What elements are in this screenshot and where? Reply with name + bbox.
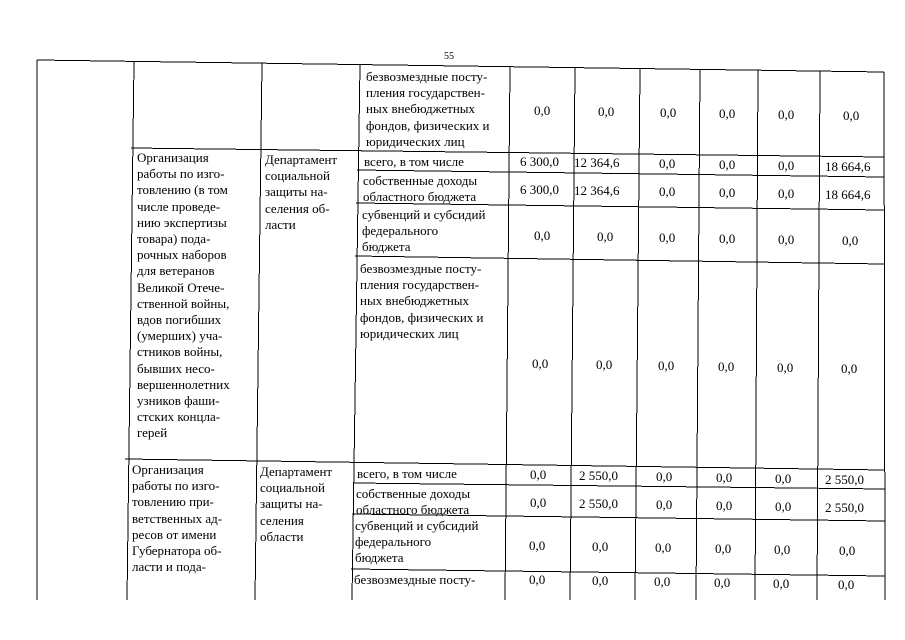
page-number: 55 — [444, 51, 454, 62]
value-cell: 0,0 — [719, 106, 736, 121]
executor: Департамент социальной защиты на- селения об- ласти — [265, 152, 338, 232]
value-cell: 0,0 — [719, 157, 736, 172]
value-cell: 18 664,6 — [825, 159, 871, 174]
value-cell: 0,0 — [839, 543, 856, 558]
source-cell: всего, в том числе — [357, 466, 457, 481]
value-cell: 0,0 — [656, 497, 673, 512]
value-cell: 0,0 — [774, 542, 791, 557]
value-cell: 0,0 — [598, 104, 615, 119]
value-cell: 0,0 — [841, 361, 858, 376]
value-cell: 0,0 — [660, 105, 677, 120]
value-cell: 0,0 — [530, 495, 547, 510]
value-cell: 0,0 — [659, 184, 676, 199]
value-cell: 0,0 — [778, 107, 795, 122]
value-cell: 6 300,0 — [520, 154, 559, 169]
value-cell: 0,0 — [842, 233, 859, 248]
source-cell: субвенций и субсидий федерального бюджета — [362, 207, 486, 255]
value-cell: 6 300,0 — [520, 182, 559, 197]
value-cell: 0,0 — [658, 358, 675, 373]
measure-name: Организация работы по изго- товлению при- ветственных ад- ресов от имени Губернатора об- ласти и пода- — [132, 462, 223, 575]
value-cell: 2 550,0 — [825, 500, 864, 515]
source-cell: безвозмездные посту- — [354, 572, 476, 587]
value-cell: 0,0 — [719, 231, 736, 246]
value-cell: 0,0 — [659, 156, 676, 171]
value-cell: 0,0 — [775, 471, 792, 486]
value-cell: 0,0 — [596, 357, 613, 372]
value-cell: 2 550,0 — [825, 472, 864, 487]
value-cell: 0,0 — [777, 360, 794, 375]
value-cell: 0,0 — [534, 228, 551, 243]
value-cell: 0,0 — [778, 232, 795, 247]
value-cell: 0,0 — [778, 158, 795, 173]
value-cell: 0,0 — [592, 539, 609, 554]
value-cell: 0,0 — [659, 230, 676, 245]
executor: Департамент социальной защиты на- селения области — [260, 464, 333, 544]
value-cell: 0,0 — [654, 574, 671, 589]
source-cell: собственные доходы областного бюджета — [363, 173, 478, 205]
source-cell: безвозмездные посту- пления государствен- ных внебюджетных фондов, физических и юридических лиц — [360, 261, 484, 341]
value-cell: 0,0 — [775, 499, 792, 514]
value-cell: 0,0 — [843, 108, 860, 123]
value-cell: 0,0 — [530, 467, 547, 482]
value-cell: 18 664,6 — [825, 187, 871, 202]
measure-name: Организация работы по изго- товлению (в том числе проведе- нию экспертизы товара) пода- рочных наборов для ветеранов Великой Отече- ственной войны, вдов погибших (умерших) уча- стников войны, бывших несо- вершеннолетних узников фаши- стских концла- герей — [137, 150, 230, 441]
value-cell: 0,0 — [718, 359, 735, 374]
value-cell: 2 550,0 — [579, 468, 618, 483]
value-cell: 0,0 — [778, 186, 795, 201]
value-cell: 12 364,6 — [574, 183, 620, 198]
value-cell: 0,0 — [655, 540, 672, 555]
source-cell: собственные доходы областного бюджета — [356, 486, 471, 518]
source-cell: всего, в том числе — [364, 154, 464, 169]
value-cell: 0,0 — [838, 577, 855, 592]
source-cell: безвозмездные посту- пления государствен- ных внебюджетных фондов, физических и юридических лиц — [366, 69, 490, 149]
value-cell: 0,0 — [592, 573, 609, 588]
value-cell: 0,0 — [715, 541, 732, 556]
value-cell: 2 550,0 — [579, 496, 618, 511]
source-cell: субвенций и субсидий федерального бюджета — [355, 518, 479, 566]
value-cell: 0,0 — [534, 103, 551, 118]
value-cell: 0,0 — [529, 572, 546, 587]
value-cell: 0,0 — [719, 185, 736, 200]
value-cell: 0,0 — [656, 469, 673, 484]
value-cell: 0,0 — [597, 229, 614, 244]
value-cell: 0,0 — [532, 356, 549, 371]
value-cell: 0,0 — [529, 538, 546, 553]
value-cell: 0,0 — [714, 575, 731, 590]
value-cell: 0,0 — [773, 576, 790, 591]
value-cell: 0,0 — [716, 498, 733, 513]
value-cell: 0,0 — [716, 470, 733, 485]
value-cell: 12 364,6 — [574, 155, 620, 170]
